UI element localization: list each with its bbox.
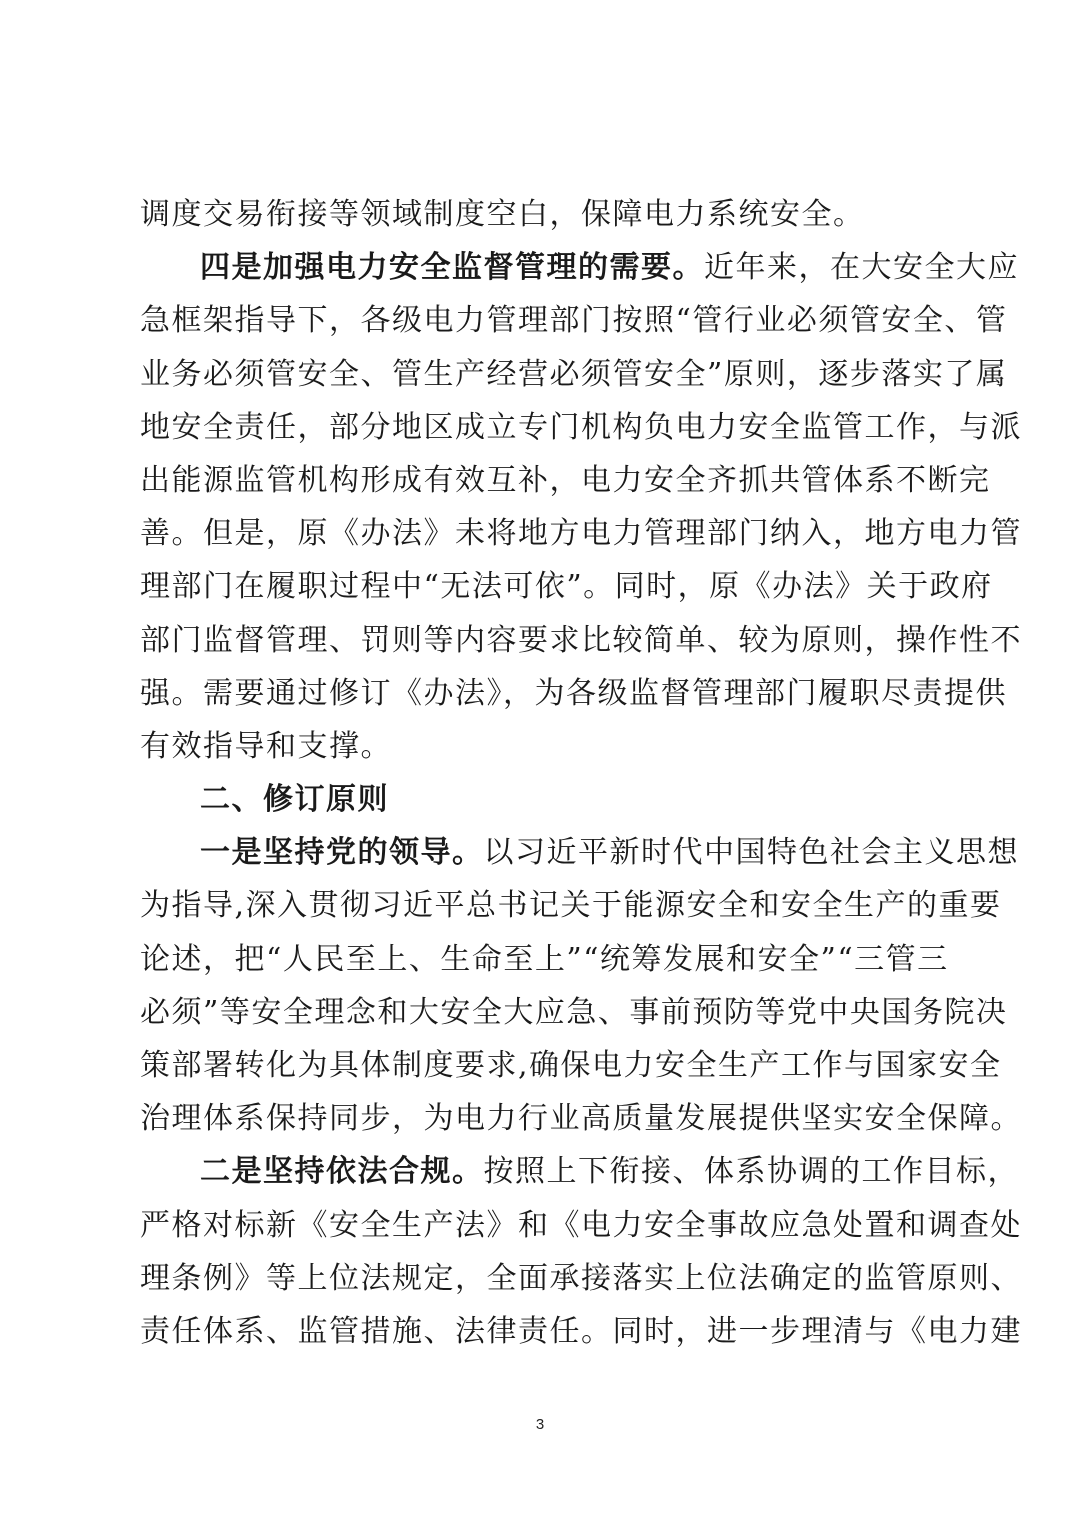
paragraph-line: 策部署转化为具体制度要求,确保电力安全生产工作与国家安全 [140,1048,1002,1083]
paragraph-line [140,241,1019,294]
paragraph-line: 业务必须管安全、管生产经营必须管安全”原则，逐步落实了属 [140,356,1008,392]
bold-lead-text: 四是加强电力安全监督管理的需要。 [200,250,704,286]
paragraph-line: 急框架指导下，各级电力管理部门按照“管行业必须管安全、管 [140,303,1008,339]
paragraph-line: 论述，把“人民至上、生命至上”“统筹发展和安全”“三管三 [140,941,949,977]
paragraph-line: 地安全责任，部分地区成立专门机构负电力安全监管工作，与派 [140,409,1022,445]
paragraph-line: 出能源监管机构形成有效互补，电力安全齐抓共管体系不断完 [140,462,991,498]
paragraph-line [140,826,1019,879]
paragraph-line [140,1145,1019,1198]
paragraph-line: 有效指导和支撑。 [140,728,392,764]
paragraph-line: 为指导,深入贯彻习近平总书记关于能源安全和安全生产的重要 [140,888,1002,924]
line-text: 按照上下衔接、体系协调的工作目标， [483,1154,1019,1190]
paragraph-line: 善。但是，原《办法》未将地方电力管理部门纳入，地方电力管 [140,516,1022,552]
paragraph-line: 强。需要通过修订《办法》，为各级监督管理部门履职尽责提供 [140,675,1007,711]
document-body [140,188,1022,1358]
paragraph-line: 治理体系保持同步，为电力行业高质量发展提供坚实安全保障。 [140,1101,1022,1137]
paragraph-line: 理部门在履职过程中“无法可依”。同时，原《办法》关于政府 [140,569,993,605]
line-text: 近年来，在大安全大应 [704,250,1019,286]
line-text: 以习近平新时代中国特色社会主义思想 [483,835,1019,871]
page-number: 3 [535,1416,545,1433]
paragraph-line: 必须”等安全理念和大安全大应急、事前预防等党中央国务院决 [140,994,1008,1030]
bold-lead-text: 一是坚持党的领导。 [200,835,484,871]
paragraph-line: 严格对标新《安全生产法》和《电力安全事故应急处置和调查处 [140,1207,1022,1243]
paragraph-line: 部门监督管理、罚则等内容要求比较简单、较为原则，操作性不 [140,622,1022,658]
bold-lead-text: 二是坚持依法合规。 [200,1154,484,1190]
paragraph-line: 调度交易衔接等领域制度空白，保障电力系统安全。 [140,197,865,232]
section-heading: 二、修订原则 [200,782,389,818]
paragraph-line: 理条例》等上位法规定，全面承接落实上位法确定的监管原则、 [140,1260,1022,1296]
paragraph-line: 责任体系、监管措施、法律责任。同时，进一步理清与《电力建 [140,1313,1022,1349]
